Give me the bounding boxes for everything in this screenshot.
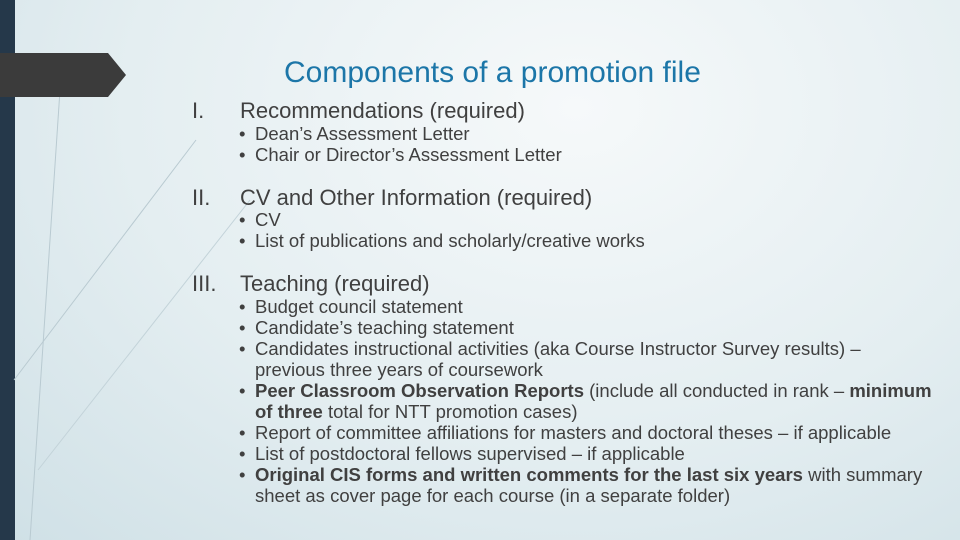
section-heading: Teaching (required) bbox=[240, 271, 430, 296]
section-numeral: III. bbox=[192, 271, 217, 296]
section-teaching bbox=[192, 271, 492, 297]
list-item-text: total for NTT promotion cases) bbox=[322, 401, 578, 422]
list-item: • Chair or Director’s Assessment Letter bbox=[234, 144, 562, 165]
section-cv bbox=[192, 185, 652, 211]
list-item: • List of publications and scholarly/creative works bbox=[234, 230, 645, 251]
list-item-text: with summary sheet as cover page for each course (in a separate folder) bbox=[255, 464, 923, 506]
bold-text: minimum of three bbox=[255, 380, 932, 422]
list-item: • Report of committee affiliations for masters and doctoral theses – if applicable bbox=[234, 422, 935, 443]
list-item: • Dean’s Assessment Letter bbox=[234, 123, 562, 144]
cv-list bbox=[234, 209, 645, 251]
list-item: • Budget council statement bbox=[234, 296, 935, 317]
list-item: • CV bbox=[234, 209, 645, 230]
section-heading: CV and Other Information (required) bbox=[240, 185, 593, 210]
section-heading: Recommendations (required) bbox=[240, 98, 525, 123]
list-item bbox=[234, 380, 935, 422]
section-numeral: I. bbox=[192, 98, 205, 123]
section-numeral: II. bbox=[192, 185, 211, 210]
list-item bbox=[234, 464, 935, 506]
list-item-text: (include all conducted in rank – bbox=[584, 380, 850, 401]
slide-title: Components of a promotion file bbox=[284, 56, 701, 89]
bold-text: Peer Classroom Observation Reports bbox=[255, 380, 584, 401]
list-item: • Candidate’s teaching statement bbox=[234, 317, 935, 338]
list-item: • Candidates instructional activities (aka Course Instructor Survey results) – previous three years of coursework bbox=[234, 338, 935, 380]
section-recommendations bbox=[192, 98, 592, 124]
arrow-tab-shape bbox=[0, 53, 126, 97]
recommendations-list bbox=[234, 123, 562, 165]
list-item: • List of postdoctoral fellows supervised – if applicable bbox=[234, 443, 935, 464]
teaching-list bbox=[234, 296, 935, 506]
bold-text: Original CIS forms and written comments for the last six years bbox=[255, 464, 803, 485]
